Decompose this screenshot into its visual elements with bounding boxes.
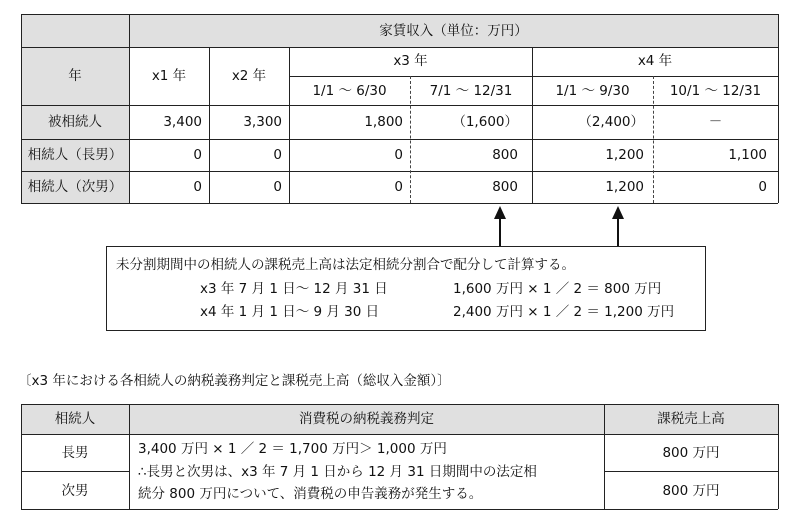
table-cell: 0 — [273, 147, 282, 163]
heir-name: 次男 — [61, 483, 89, 499]
judgment-text: ∴長男と次男は、x3 年 7 月 1 日から 12 月 31 日期間中の法定相 — [138, 464, 537, 480]
arrow-up-icon — [494, 206, 506, 246]
row-label: 相続人（次男） — [27, 179, 123, 195]
period-header: 10/1 ～ 12/31 — [669, 83, 762, 99]
note-calculation: 1,600 万円 × 1 ／ 2 ＝ 800 万円 — [453, 281, 662, 297]
note-text: 未分割期間中の相続人の課税売上高は法定相続分割合で配分して計算する。 — [116, 257, 575, 273]
table-cell: － — [708, 114, 723, 130]
taxable-sales: 800 万円 — [662, 445, 720, 461]
table-cell: 800 — [492, 147, 518, 163]
row-label: 被相続人 — [48, 114, 102, 130]
sales-column-header: 課税売上高 — [657, 411, 725, 427]
year-column-label: 年 — [68, 68, 82, 84]
table-cell: 1,100 — [728, 147, 767, 163]
row-label: 相続人（長男） — [27, 147, 123, 163]
taxable-sales: 800 万円 — [662, 483, 720, 499]
table-cell: 1,200 — [605, 147, 644, 163]
table-cell: 0 — [758, 179, 767, 195]
note-period: x3 年 7 月 1 日～ 12 月 31 日 — [200, 281, 388, 297]
table-cell: 0 — [273, 179, 282, 195]
table-cell: 1,800 — [364, 114, 403, 130]
year-x1-header: x1 年 — [151, 68, 187, 84]
period-header: 1/1 ～ 6/30 — [312, 83, 387, 99]
table-cell: 0 — [394, 147, 403, 163]
arrows — [0, 0, 800, 260]
section-title: 〔x3 年における各相続人の納税義務判定と課税売上高（総収入金額）〕 — [18, 373, 451, 389]
arrow-up-icon — [612, 206, 624, 246]
table-cell: 0 — [193, 179, 202, 195]
table-cell: 3,400 — [163, 114, 202, 130]
judgment-text: 続分 800 万円について、消費税の申告義務が発生する。 — [138, 486, 483, 502]
judgment-text: 3,400 万円 × 1 ／ 2 ＝ 1,700 万円＞ 1,000 万円 — [138, 441, 447, 457]
heir-column-header: 相続人 — [54, 411, 96, 427]
table-cell: 3,300 — [243, 114, 282, 130]
table-cell: （1,600） — [452, 114, 518, 130]
heir-name: 長男 — [61, 445, 89, 461]
table-cell: 1,200 — [605, 179, 644, 195]
year-x2-header: x2 年 — [231, 68, 267, 84]
table-cell: 0 — [193, 147, 202, 163]
table-header-title: 家賃収入（単位：万円） — [379, 23, 528, 39]
note-calculation: 2,400 万円 × 1 ／ 2 ＝ 1,200 万円 — [453, 304, 675, 320]
table-cell: （2,400） — [578, 114, 644, 130]
table-cell: 800 — [492, 179, 518, 195]
table-cell: 0 — [394, 179, 403, 195]
year-x4-header: x4 年 — [637, 53, 673, 69]
judgment-column-header: 消費税の納税義務判定 — [299, 411, 434, 427]
period-header: 1/1 ～ 9/30 — [555, 83, 630, 99]
year-x3-header: x3 年 — [393, 53, 428, 69]
note-period: x4 年 1 月 1 日～ 9 月 30 日 — [200, 304, 380, 320]
period-header: 7/1 ～ 12/31 — [429, 83, 513, 99]
